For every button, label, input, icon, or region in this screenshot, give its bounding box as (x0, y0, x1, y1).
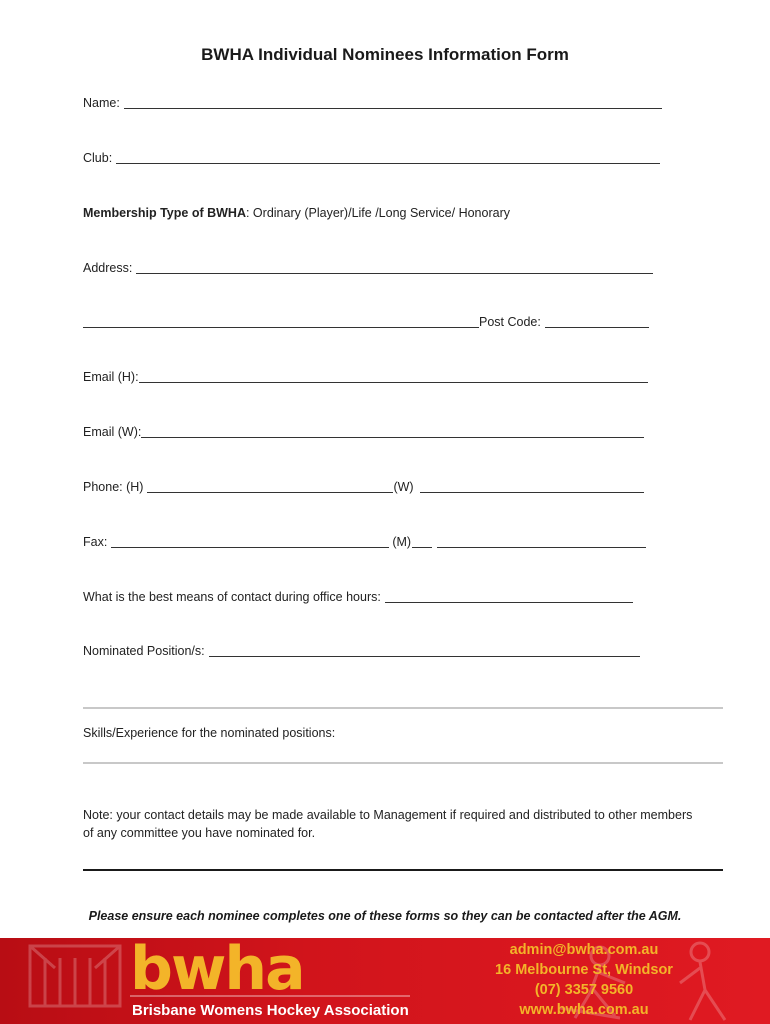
address-row (83, 260, 653, 276)
address-line2-field[interactable] (83, 316, 479, 328)
club-row (83, 150, 660, 166)
phone-home-field[interactable] (147, 481, 393, 493)
phone-work-field[interactable] (420, 481, 644, 493)
phone-work-label: (W) (393, 480, 414, 494)
name-field[interactable] (124, 97, 662, 109)
club-label: Club: (83, 151, 113, 165)
ensure-text: Please ensure each nominee completes one of these forms so they can be contacted after the AGM. (88, 909, 682, 923)
mobile-field-prefix[interactable] (412, 536, 432, 548)
address-line2-row (83, 314, 649, 330)
phone-row (83, 479, 644, 495)
mobile-field[interactable] (437, 536, 646, 548)
fax-row (83, 534, 646, 550)
address-field[interactable] (136, 262, 653, 274)
membership-label: Membership Type of BWHA (83, 206, 246, 220)
postcode-label: Post Code: (479, 315, 541, 329)
club-field[interactable] (116, 152, 660, 164)
nominated-position-label: Nominated Position/s: (83, 644, 205, 658)
skills-row (83, 725, 335, 741)
fax-field[interactable] (111, 536, 389, 548)
name-row (83, 95, 662, 111)
email-work-field[interactable] (141, 426, 644, 438)
membership-options: : Ordinary (Player)/Life /Long Service/ Honorary (245, 206, 510, 220)
divider-top (83, 707, 723, 709)
divider-dark (83, 869, 723, 871)
divider-bottom (83, 762, 723, 764)
email-home-field[interactable] (139, 371, 648, 383)
email-home-label: Email (H): (83, 370, 139, 384)
nominated-position-row (83, 643, 640, 659)
email-work-label: Email (W): (83, 425, 142, 439)
membership-row (83, 205, 510, 221)
form-title: BWHA Individual Nominees Information Form (201, 45, 569, 64)
contact-means-field[interactable] (385, 591, 633, 603)
email-home-row (83, 369, 648, 385)
postcode-field[interactable] (545, 316, 649, 328)
name-label: Name: (83, 96, 120, 110)
footer-banner (0, 938, 770, 1024)
contact-block (464, 940, 704, 1020)
contact-address: 16 Melbourne St, Windsor (495, 962, 673, 978)
contact-phone: (07) 3357 9560 (534, 982, 634, 998)
note-text: Note: your contact details may be made available to Management if required and distributed to other members of any committee you have nominated for. (83, 808, 693, 840)
contact-means-label: What is the best means of contact during office hours: (83, 590, 381, 604)
logo-subtitle: Brisbane Womens Hockey Association (132, 1002, 409, 1019)
email-work-row (83, 424, 644, 440)
bwha-logo: bwha (130, 938, 304, 1004)
contact-means-row (83, 589, 633, 605)
contact-email[interactable]: admin@bwha.com.au (509, 942, 659, 958)
mobile-label: (M) (392, 535, 412, 549)
fax-label: Fax: (83, 535, 108, 549)
phone-home-label: Phone: (H) (83, 480, 144, 494)
address-label: Address: (83, 261, 133, 275)
nominated-position-field[interactable] (209, 645, 640, 657)
skills-label: Skills/Experience for the nominated positions: (83, 726, 336, 740)
contact-website[interactable]: www.bwha.com.au (519, 1002, 649, 1018)
